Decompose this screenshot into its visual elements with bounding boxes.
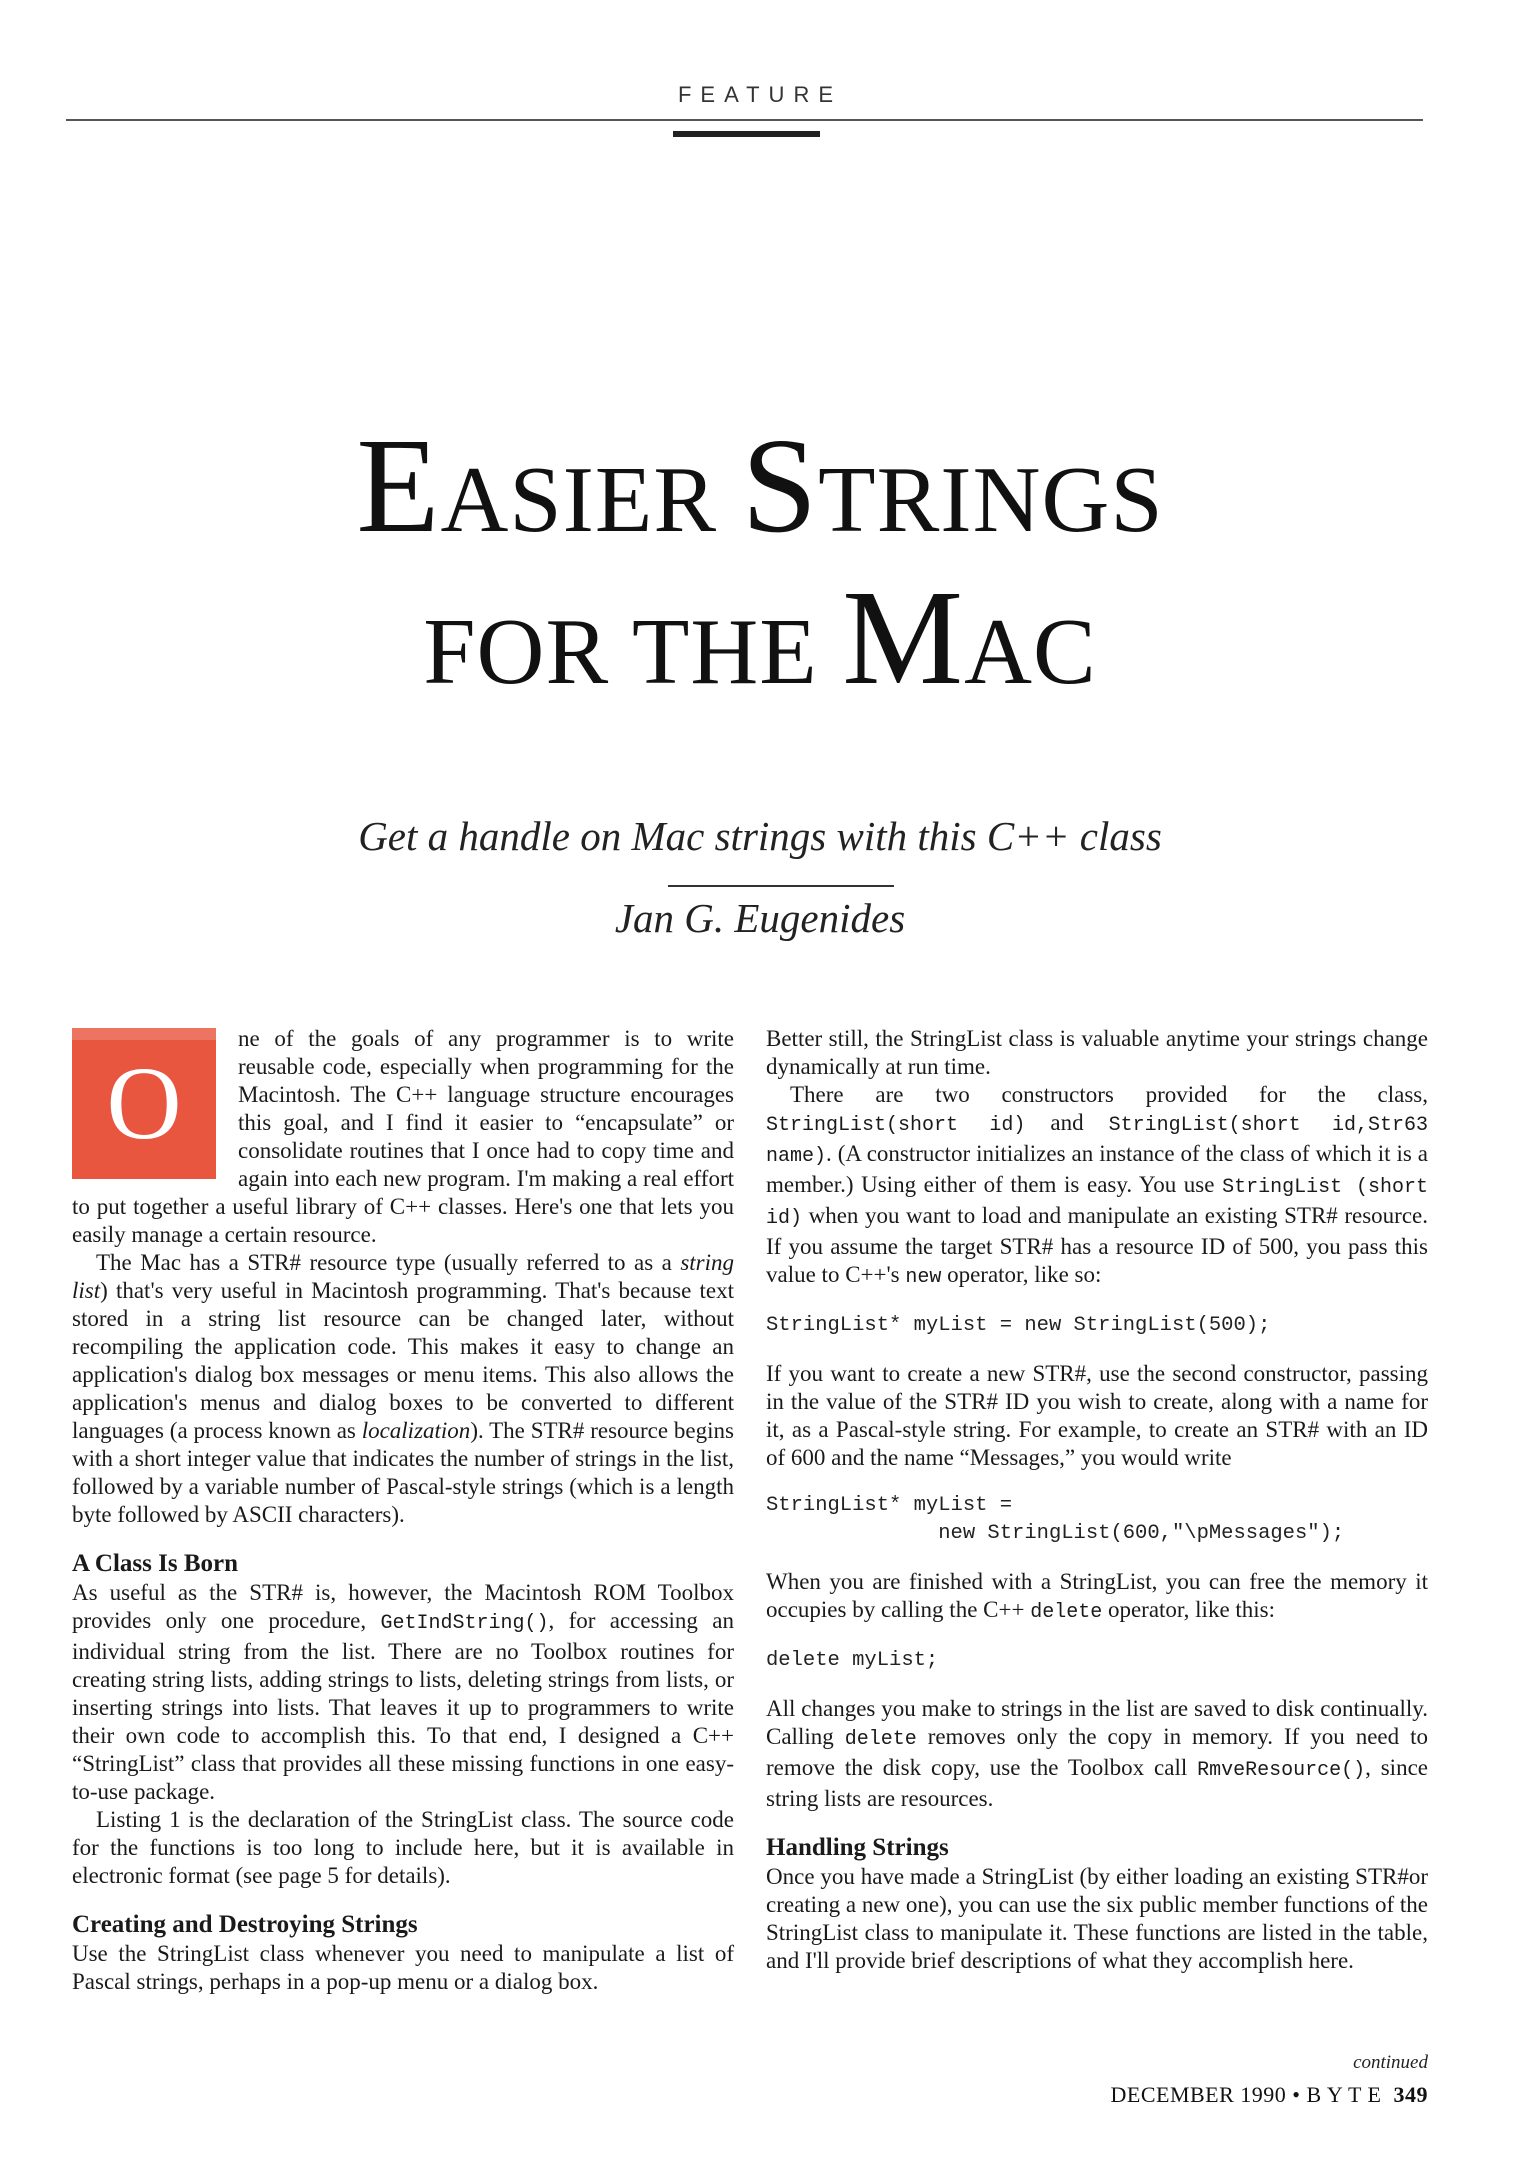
code-sample-delete: delete myList; [766, 1649, 939, 1672]
drop-cap: O [72, 1028, 216, 1179]
paragraph-better-still: Better still, the StringList class is valuable anytime your strings change dynamically at run time. [766, 1026, 1428, 1079]
title-line-1: EASIER STRINGS [356, 411, 1164, 561]
heading-creating-destroying: Creating and Destroying Strings [72, 1911, 418, 1938]
paragraph-constructors: There are two constructors provided for the class, StringList(short id) and StringList(short id,Str63 name). (A constructor initializes an instance of the class of which it is a member.) Using either of them is easy. You use StringList (short id) when you want to load and manipulate an existing STR# resource. If you assume the target STR# has a resource ID of 500, you pass this value to C++'s new operator, like so: [766, 1082, 1428, 1289]
header-accent-bar [673, 131, 820, 137]
code-sample-create: StringList* myList = new StringList(600,"\pMessages"); [766, 1494, 1345, 1545]
paragraph-changes-saved: All changes you make to strings in the list are saved to disk continually. Calling delete removes only the copy in memory. If you need to remove the disk copy, use the Toolbox call RmveResource(), since string lists are resources. [766, 1696, 1428, 1811]
continued-label: continued [1353, 2052, 1428, 2073]
page-number: 349 [1393, 2082, 1428, 2107]
section-label: FEATURE [677, 82, 843, 107]
header-rule [66, 119, 1423, 121]
paragraph-toolbox: As useful as the STR# is, however, the Macintosh ROM Toolbox provides only one procedure, GetIndString(), for accessing an individual string from the list. There are no Toolbox routines for creating string lists, adding strings to lists, deleting strings from lists, or inserting strings into lists. That leaves it up to programmers to write their own code to accomplish this. To that end, I designed a C++ “StringList” class that provides all these missing functions in one easy-to-use package. [72, 1580, 734, 1804]
byline-rule [668, 885, 894, 887]
article-subtitle: Get a handle on Mac strings with this C++ class [358, 813, 1162, 859]
heading-class-is-born: A Class Is Born [72, 1550, 239, 1577]
paragraph-create-new: If you want to create a new STR#, use the second constructor, passing in the value of the STR# ID you wish to create, along with a name for it, as a Pascal-style string. For example, to create an STR# with an ID of 600 and the name “Messages,” you would write [766, 1361, 1428, 1470]
title-line-2: FOR THE MAC [423, 563, 1097, 713]
column-left [72, 1025, 734, 1996]
paragraph-listing: Listing 1 is the declaration of the StringList class. The source code for the functions is too long to include here, but it is available in electronic format (see page 5 for details). [72, 1807, 734, 1888]
paragraph-intro: ne of the goals of any programmer is to write reusable code, especially when programming for the Macintosh. The C++ language structure encourages this goal, and I find it easier to “encapsulate” or consolidate routines that I once had to copy time and again into each new program. I'm making a real effort to put together a useful library of C++ classes. Here's one that lets you easily manage a certain resource. [72, 1026, 734, 1247]
paragraph-free-memory: When you are finished with a StringList, you can free the memory it occupies by calling the C++ delete operator, like this: [766, 1569, 1428, 1624]
paragraph-str-resource: The Mac has a STR# resource type (usually referred to as a string list) that's very useful in Macintosh programming. That's because text stored in a string list resource can be changed later, without recompiling the application code. This makes it easy to change an application's dialog box messages or menu items. This also allows the application's menus and dialog boxes to be converted to different languages (a process known as localization). The STR# resource begins with a short integer value that indicates the number of strings in the list, followed by a variable number of Pascal-style strings (which is a length byte followed by ASCII characters). [72, 1250, 734, 1527]
paragraph-use-class: Use the StringList class whenever you need to manipulate a list of Pascal strings, perhaps in a pop-up menu or a dialog box. [72, 1941, 734, 1994]
article-title [0, 411, 1520, 713]
issue-label: DECEMBER 1990 • B Y T E [1110, 2082, 1382, 2107]
paragraph-handling: Once you have made a StringList (by either loading an existing STR#or creating a new one), you can use the six public member functions of the StringList class to manipulate it. These functions are listed in the table, and I'll provide brief descriptions of what they accomplish here. [766, 1864, 1428, 1973]
column-right [766, 1025, 1428, 1975]
page-footer [1111, 2082, 1429, 2108]
heading-handling-strings: Handling Strings [766, 1834, 949, 1861]
author-byline: Jan G. Eugenides [614, 895, 906, 941]
code-sample-load: StringList* myList = new StringList(500); [766, 1314, 1271, 1337]
